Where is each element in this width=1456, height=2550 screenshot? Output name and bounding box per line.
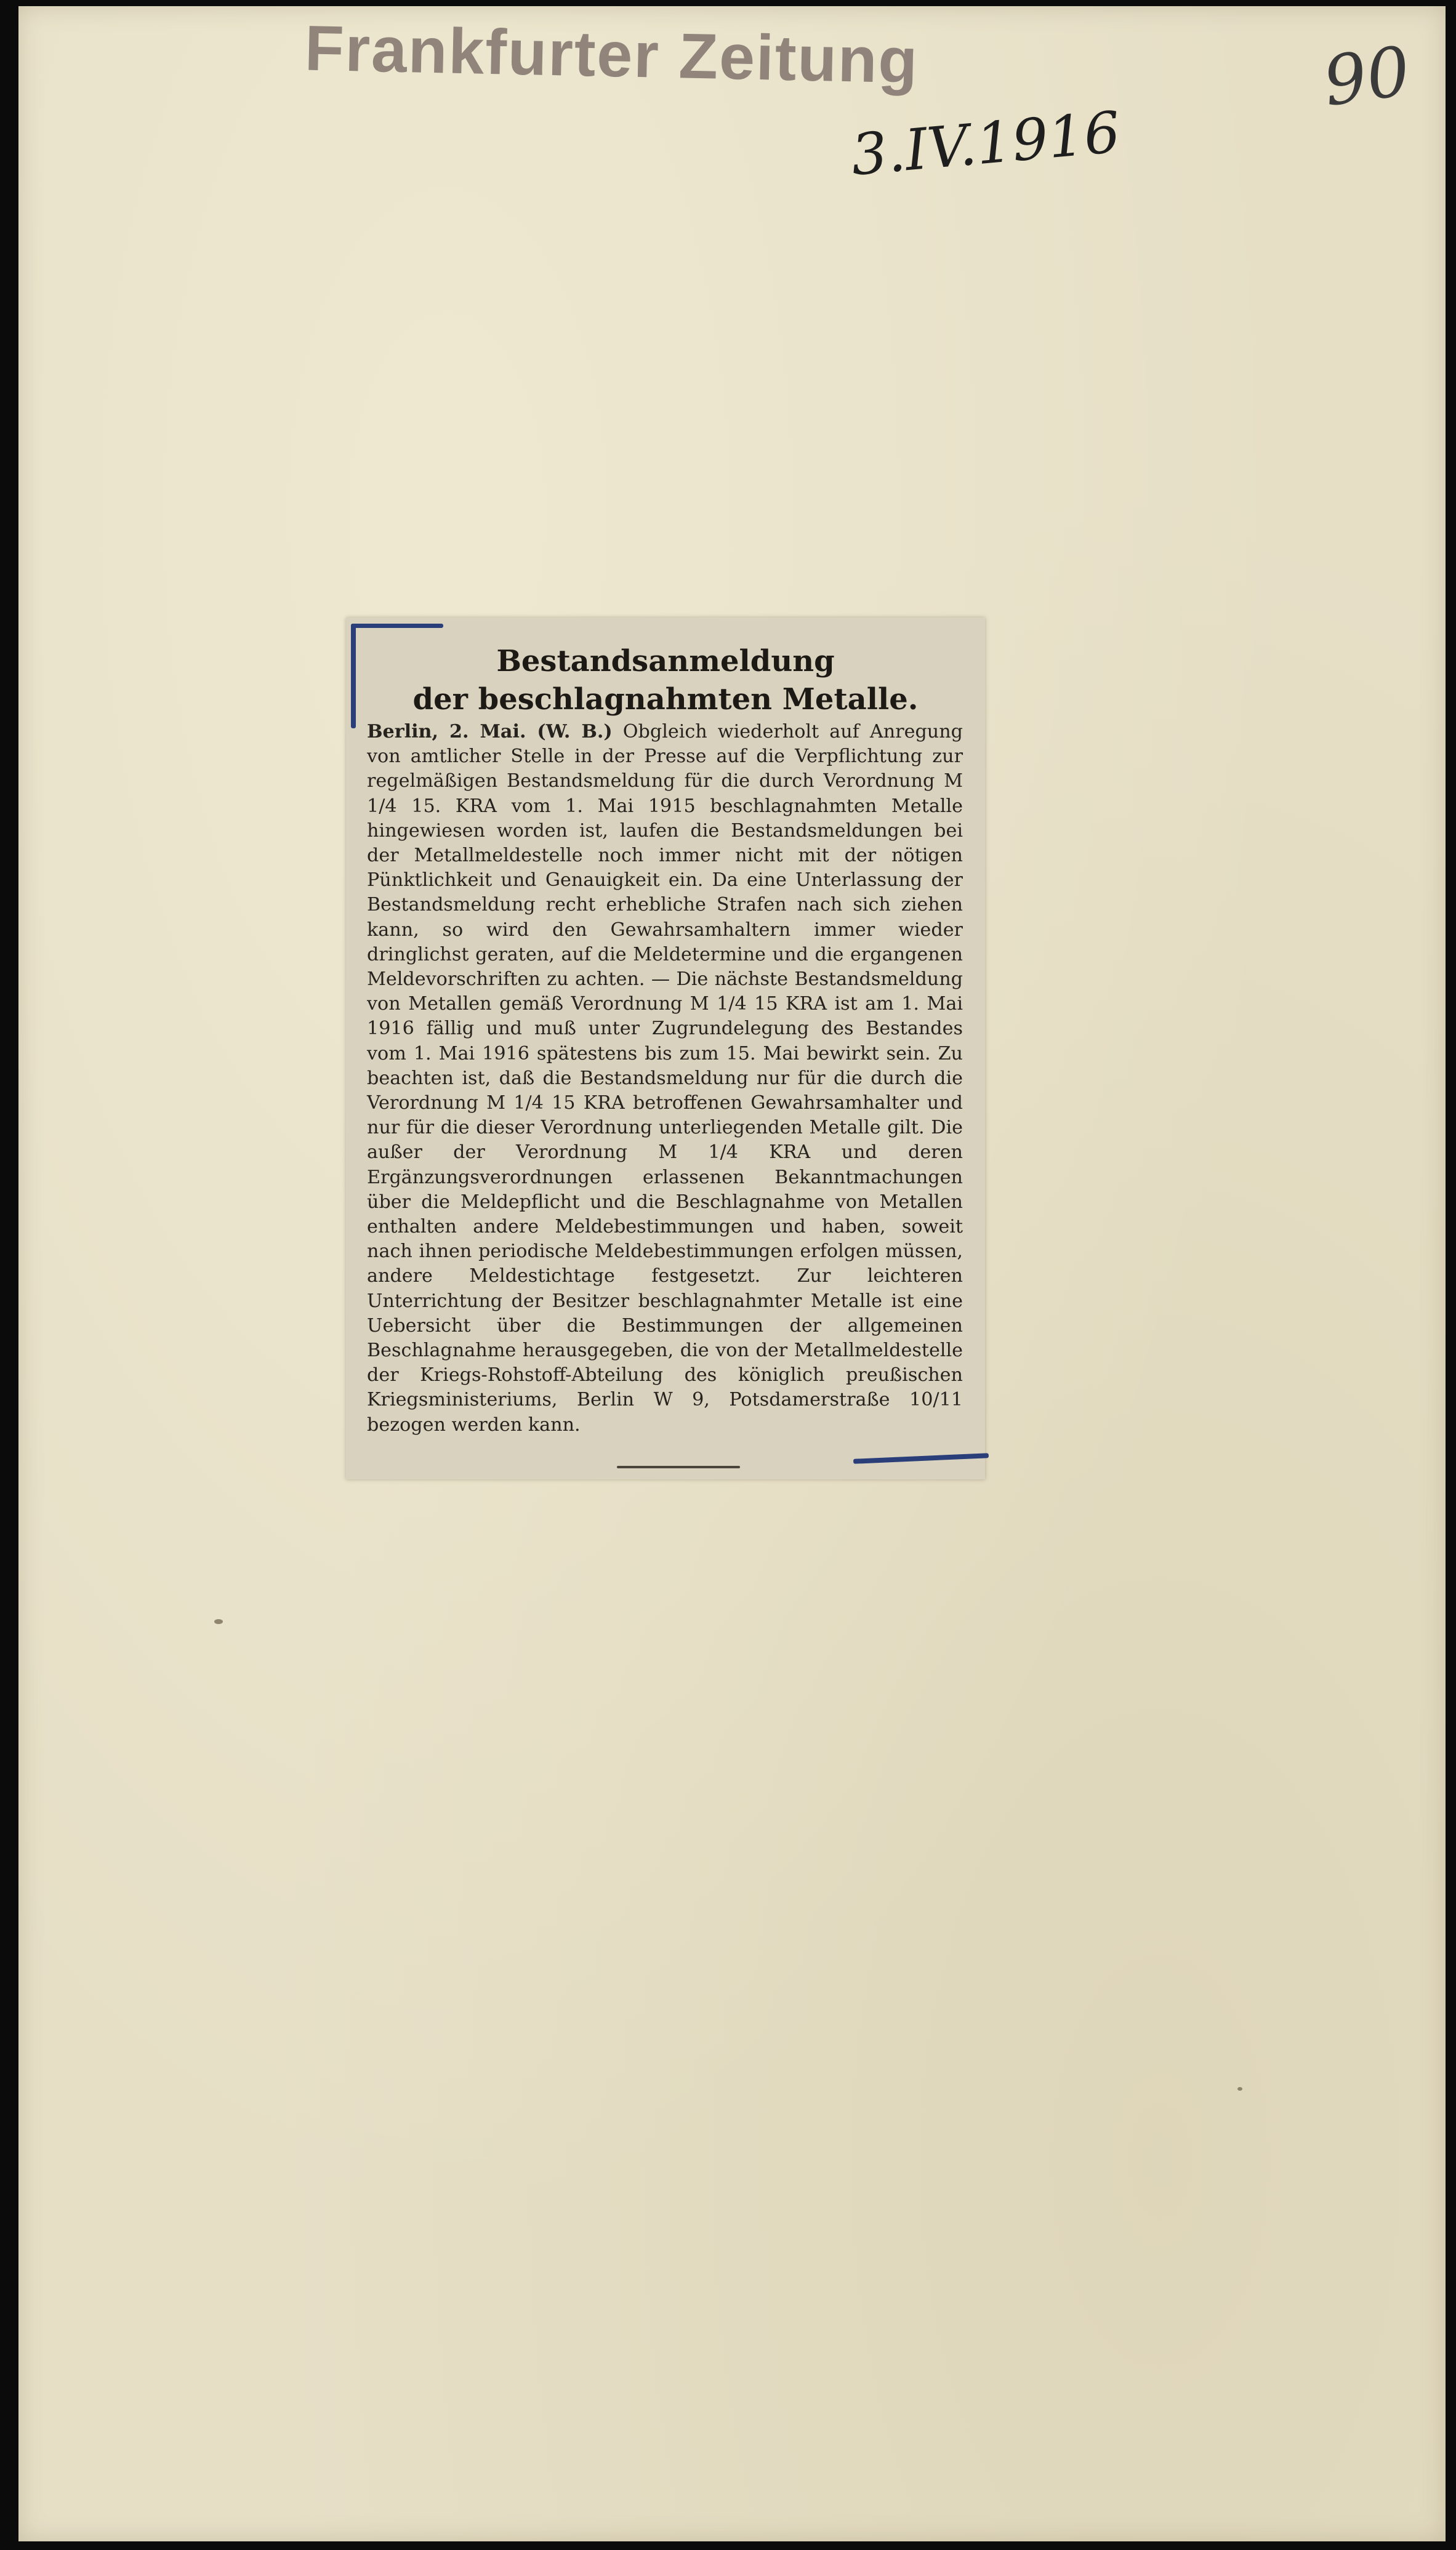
newspaper-stamp: Frankfurter Zeitung xyxy=(304,12,920,97)
blue-pencil-mark-top xyxy=(351,624,443,628)
end-rule xyxy=(617,1466,740,1468)
paper-speck xyxy=(1237,2087,1242,2091)
blue-pencil-mark-bottom xyxy=(853,1453,989,1464)
headline-line-2: der beschlagnahmten Metalle. xyxy=(412,682,919,717)
handwritten-page-number: 90 xyxy=(1318,31,1415,122)
archive-page xyxy=(18,6,1446,2541)
paper-speck xyxy=(214,1619,223,1624)
handwritten-date: 3.IV.1916 xyxy=(848,99,1123,188)
article-text: Obgleich wiederholt auf Anregung von amtlicher Stelle in der Presse auf die Verpflichtung zur regelmäßigen Bestandsmeldung für die durch Verordnung M 1/4 15. KRA vom 1. Mai 1915 beschlagnahmten Metalle hingewiesen worden ist, laufen die Bestandsmeldungen bei der Metallmeldestelle noch immer nicht mit der nötigen Pünktlichkeit und Genauigkeit ein. Da eine Unterlassung der Bestandsmeldung recht erhebliche Strafen nach sich ziehen kann, so wird den Gewahrsamhaltern immer wieder dringlichst geraten, auf die Meldetermine und die ergangenen Meldevorschriften zu achten. — Die nächste Bestandsmeldung von Metallen gemäß Verordnung M 1/4 15 KRA ist am 1. Mai 1916 fällig und muß unter Zugrundelegung des Bestandes vom 1. Mai 1916 spätestens bis zum 15. Mai bewirkt sein. Zu beachten ist, daß die Bestandsmeldung nur für die durch die Verordnung M 1/4 15 KRA betroffenen Gewahrsamhalter und nur für die dieser Verordnung unterliegenden Metalle gilt. Die außer der Verordnung M 1/4 KRA und deren Ergänzungsverordnungen erlassenen Bekanntmachungen über die Meldepflicht und die Beschlagnahme von Metallen enthalten andere Meldebestimmungen und haben, soweit nach ihnen periodische Meldebestimmungen erfolgen müssen, andere Meldestichtage festgesetzt. Zur leichteren Unterrichtung der Besitzer beschlagnahmter Metalle ist eine Uebersicht über die Bestimmungen der allgemeinen Beschlagnahme herausgegeben, die von der Metallmeldestelle der Kriegs-Rohstoff-Abteilung des königlich preußischen Kriegsministeriums, Berlin W 9, Potsdamerstraße 10/11 bezogen werden kann. xyxy=(367,721,963,1436)
newspaper-clipping xyxy=(346,617,985,1479)
dateline: Berlin, 2. Mai. (W. B.) xyxy=(367,721,613,742)
clipping-body xyxy=(367,720,963,1438)
clipping-headline xyxy=(346,642,985,718)
headline-line-1: Bestandsanmeldung xyxy=(496,644,835,678)
